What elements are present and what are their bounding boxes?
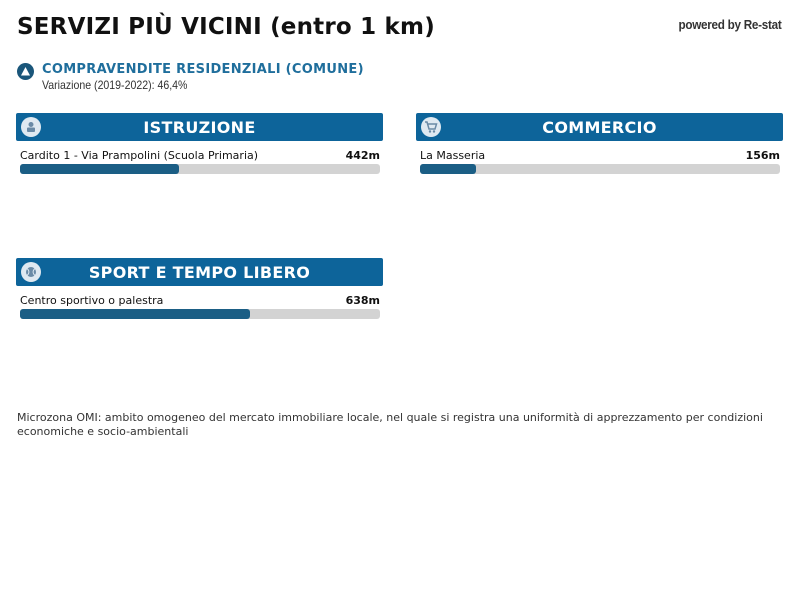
item-distance: 442m — [345, 149, 380, 162]
trend-subtitle: Variazione (2019-2022): 46,4% — [42, 78, 188, 92]
item-distance: 156m — [745, 149, 780, 162]
item-distance: 638m — [345, 294, 380, 307]
triangle-up-icon — [17, 63, 34, 80]
distance-bar-fill — [420, 164, 476, 174]
panel-title: SPORT E TEMPO LIBERO — [88, 262, 311, 282]
distance-bar — [20, 164, 380, 174]
tennis-ball-icon — [21, 262, 41, 282]
footnote: Microzona OMI: ambito omogeneo del mercato immobiliare locale, nel quale si registra una uniformità di apprezzamento per condizioni economiche e socio-ambientali — [17, 411, 763, 438]
list-item — [16, 149, 383, 179]
distance-bar-fill — [20, 309, 250, 319]
panel-title: ISTRUZIONE — [143, 117, 256, 137]
panel-header-istruzione — [16, 113, 383, 141]
powered-by-logo: powered by Re-stat — [678, 17, 782, 32]
distance-bar — [420, 164, 780, 174]
list-item — [16, 294, 383, 324]
panel-title: COMMERCIO — [542, 117, 657, 137]
list-item — [416, 149, 783, 179]
school-icon — [21, 117, 41, 137]
panel-header-commercio — [416, 113, 783, 141]
page-title: SERVIZI PIÙ VICINI (entro 1 km) — [17, 14, 435, 40]
cart-icon — [421, 117, 441, 137]
item-label: Centro sportivo o palestra — [20, 294, 164, 307]
panel-istruzione — [16, 113, 383, 179]
panel-header-sport — [16, 258, 383, 286]
item-label: Cardito 1 - Via Prampolini (Scuola Primaria) — [20, 149, 259, 162]
distance-bar — [20, 309, 380, 319]
distance-bar-fill — [20, 164, 179, 174]
panel-sport — [16, 258, 383, 324]
panel-commercio — [416, 113, 783, 179]
item-label: La Masseria — [420, 149, 486, 162]
trend-title: COMPRAVENDITE RESIDENZIALI (COMUNE) — [42, 62, 364, 77]
